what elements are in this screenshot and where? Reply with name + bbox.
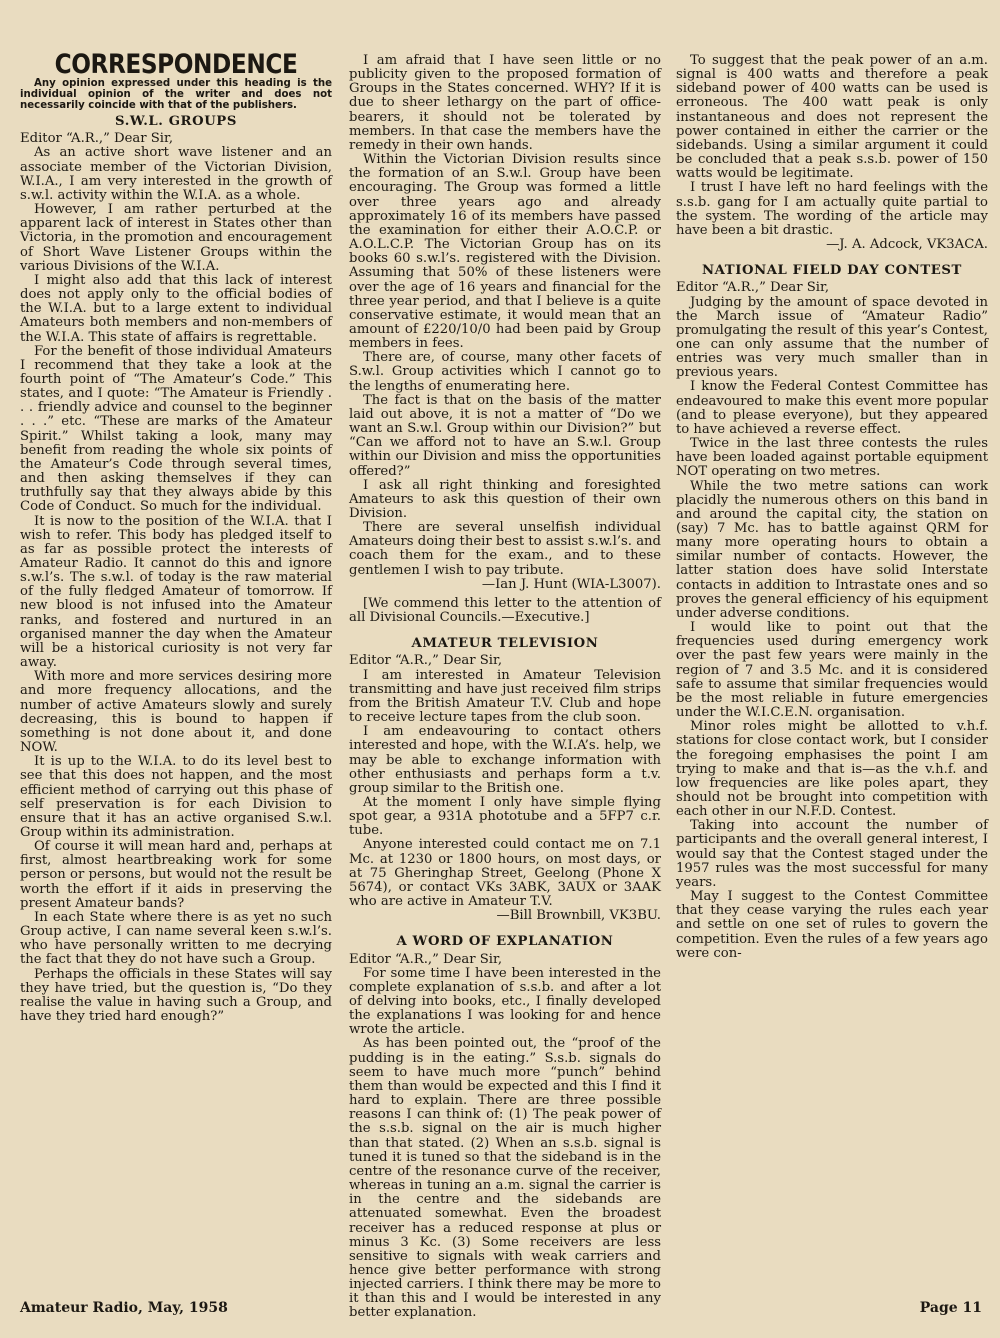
- swl-paragraph: With more and more services desiring more and more frequency allocations, and the number of active Amateurs slowly and surely decreasing, this is bound to happen if something is not done about it, and done NOW.: [20, 669, 332, 756]
- swl-paragraph: Within the Victorian Division results since the formation of an S.w.l. Group have been encouraging. The Group was formed a little over three years ago and already approximately 16 of its members have passed the examination for either their A.O.C.P. or A.O.L.C.P. The Victorian Group has on its books 60 s.w.l’s. registered with the Division. Assuming that 50% of these listeners were over the age of 16 years and financial for the three year period, and that I believe is a quite conservative estimate, it would mean that an amount of £220/10/0 had been paid by Group members in fees.: [349, 152, 661, 352]
- explanation-paragraph: As has been pointed out, the “proof of the pudding is in the eating.” S.s.b. signals do seem to have much more “punch” behind them than would be expected and this I find it hard to explain. There are three possible reasons I can think of: (1) The peak power of the s.s.b. signal on the air is much higher than that stated. (2) When an s.s.b. signal is tuned it is tuned so that the sideband is in the centre of the resonance curve of the receiver, whereas in tuning an a.m. signal the carrier is in the centre and the sidebands are attenuated somewhat. Even the broadest receiver has a reduced response at plus or minus 3 Kc. (3) Some receivers are less sensitive to signals with weak carriers and hence give better performance with strong injected carriers. I think there may be more to it than this and I would be interested in any better explanation.: [349, 1036, 661, 1321]
- explanation-signature: —J. A. Adcock, VK3ACA.: [826, 237, 988, 253]
- swl-paragraph: There are several unselfish individual Amateurs doing their best to assist s.w.l’s. and coach them for the exam., and to these gentlemen I wish to pay tribute.: [349, 520, 661, 578]
- swl-paragraph: There are, of course, many other facets of S.w.l. Group activities which I cannot go to the lengths of enumerating here.: [349, 350, 661, 394]
- tv-paragraph: I am interested in Amateur Television transmitting and have just received film strips from the British Amateur T.V. Club and hope to receive lecture tapes from the club soon.: [349, 667, 661, 726]
- tv-heading: AMATEUR TELEVISION: [411, 636, 599, 652]
- explanation-paragraph: For some time I have been interested in the complete explanation of s.s.b. and after a lot of delving into books, etc., I finally developed the explanations I was looking for and hence wrote the article.: [349, 965, 661, 1038]
- page-footer: [20, 1300, 982, 1326]
- swl-paragraph: It is now to the position of the W.I.A. that I wish to refer. This body has pledged itself to as far as possible protect the interests of Amateur Radio. It cannot do this and ignore s.w.l’s. The s.w.l. of today is the raw material of the fully fledged Amateur of tomorrow. If new blood is not infused into the Amateur ranks, and fostered and nurtured in an organised manner the day when the Amateur will be a historical curiosity is not very far away.: [20, 513, 332, 671]
- swl-paragraph: However, I am rather perturbed at the apparent lack of interest in States other than Victoria, in the promotion and encouragement of Short Wave Listener Groups within the various Divisions of the W.I.A.: [20, 202, 332, 274]
- nfd-paragraph: Twice in the last three contests the rules have been loaded against portable equipment NOT operating on two metres.: [676, 436, 988, 480]
- disclaimer: Any opinion expressed under this heading is the individual opinion of the writer and does not necessarily coincide with that of the publishers.: [20, 78, 332, 112]
- nfd-paragraph: Taking into account the number of participants and the overall general interest, I would say that the Contest staged under the 1957 rules was the most successful for many years.: [676, 818, 988, 890]
- swl-paragraph: It is up to the W.I.A. to do its level best to see that this does not happen, and the most efficient method of carrying out this phase of self preservation is for each Division to ensure that it has an active organised S.w.l. Group within its administration.: [20, 754, 332, 840]
- swl-paragraph: In each State where there is as yet no such Group active, I can name several keen s.w.l’s. who have personally written to me decrying the fact that they do not have such a Group.: [20, 909, 332, 968]
- swl-paragraph: I might also add that this lack of interest does not apply only to the official bodies of the W.I.A. but to a large extent to individual Amateurs both members and non-members of the W.I.A. This state of affairs is regrettable.: [20, 272, 332, 345]
- publication-info: Amateur Radio, May, 1958: [20, 1300, 228, 1316]
- swl-heading: S.W.L. GROUPS: [115, 114, 237, 130]
- explanation-paragraph: I trust I have left no hard feelings with the s.s.b. gang for I am actually quite partial to the system. The wording of the article may have been a bit drastic.: [676, 180, 988, 238]
- nfd-paragraph: While the two metre sations can work placidly the numerous others on this band in and around the capital city, the station on (say) 7 Mc. has to battle against QRM for many more operating hours to obtain a similar number of contacts. However, the latter station does have solid Interstate contacts in addition to Intrastate ones and so proves the general efficiency of his equipment under adverse conditions.: [676, 478, 988, 621]
- swl-paragraph: For the benefit of those individual Amateurs I recommend that they take a look at the fourth point of “The Amateur’s Code.” This states, and I quote: “The Amateur is Friendly . . . friendly advice and counsel to the beginner . . .” etc. “These are marks of the Amateur Spirit.” Whilst taking a look, many may benefit from reading the whole six points of the Amateur’s Code through several times, and then asking themselves if they can truthfully say that they always abide by this Code of Conduct. So much for the individual.: [20, 343, 332, 515]
- tv-paragraph: At the moment I only have simple flying spot gear, a 931A phototube and a 5FP7 c.r. tube.: [349, 794, 661, 839]
- nfd-paragraph: Minor roles might be allotted to v.h.f. stations for close contact work, but I consider the foregoing emphasises the point I am trying to make and that is—as the v.h.f. and low frequencies are like poles apart, they should not be brought into competition with each other in our N.F.D. Contest.: [676, 719, 988, 820]
- nfd-paragraph: Judging by the amount of space devoted in the March issue of “Amateur Radio” promulgating the result of this year’s Contest, one can only assume that the number of entries was very much smaller than in previous years.: [676, 294, 988, 381]
- nfd-paragraph: May I suggest to the Contest Committee that they cease varying the rules each year and settle on one set of rules to govern the competition. Even the rules of a few years ago were con-: [676, 889, 988, 961]
- section-masthead: CORRESPONDENCE: [54, 49, 298, 80]
- explanation-heading: A WORD OF EXPLANATION: [396, 934, 614, 950]
- swl-paragraph: I am afraid that I have seen little or no publicity given to the proposed formation of Groups in the States concerned. WHY? If it is due to sheer lethargy on the part of office-bearers, it should not be tolerated by members. In that case the members have the remedy in their own hands.: [349, 53, 661, 153]
- nfd-paragraph: I know the Federal Contest Committee has endeavoured to make this event more popular (and to please everyone), but they appeared to have achieved a reverse effect.: [676, 379, 988, 437]
- column-2: [349, 53, 661, 1321]
- tv-paragraph: I am endeavouring to contact others interested and hope, with the W.I.A’s. help, we may be able to exchange information with other enthusiasts and perhaps form a t.v. group similar to the British one.: [349, 724, 661, 796]
- swl-signature: —Ian J. Hunt (WIA-L3007).: [481, 576, 661, 592]
- explanation-paragraph: To suggest that the peak power of an a.m. signal is 400 watts and therefore a peak sideband power of 400 watts can be used is erroneous. The 400 watt peak is only instantaneous and does not represent the power contained in either the carrier or the sidebands. Using a similar argument it could be concluded that a peak s.s.b. power of 150 watts would be legitimate.: [676, 53, 988, 182]
- tv-signature: —Bill Brownbill, VK3BU.: [496, 908, 661, 924]
- swl-paragraph: I ask all right thinking and foresighted Amateurs to ask this question of their own Division.: [349, 477, 661, 521]
- nfd-paragraph: I would like to point out that the frequencies used during emergency work over the past few years were mainly in the region of 7 and 3.5 Mc. and it is considered safe to assume that similar frequencies would be the most reliable in future emergencies under the W.I.C.E.N. organisation.: [676, 620, 988, 721]
- nfd-salutation: Editor “A.R.,” Dear Sir,: [676, 280, 830, 296]
- explanation-salutation: Editor “A.R.,” Dear Sir,: [349, 951, 503, 967]
- column-3: [676, 54, 988, 1299]
- swl-paragraph: Perhaps the officials in these States will say they have tried, but the question is, “Do they realise the value in having such a Group, and have they tried hard enough?”: [20, 966, 332, 1024]
- editor-note: [We commend this letter to the attention of all Divisional Councils.—Executive.]: [349, 595, 661, 626]
- nfd-heading: NATIONAL FIELD DAY CONTEST: [702, 263, 962, 279]
- swl-paragraph: As an active short wave listener and an associate member of the Victorian Division, W.I.A., I am very interested in the growth of s.w.l. activity within the W.I.A. as a whole.: [20, 145, 332, 203]
- tv-salutation: Editor “A.R.,” Dear Sir,: [349, 653, 503, 669]
- tv-paragraph: Anyone interested could contact me on 7.1 Mc. at 1230 or 1800 hours, on most days, or at 75 Gheringhap Street, Geelong (Phone X 5674), or contact VKs 3ABK, 3AUX or 3AAK who are active in Amateur T.V.: [349, 837, 661, 910]
- swl-salutation: Editor “A.R.,” Dear Sir,: [20, 131, 174, 147]
- page-number: Page 11: [919, 1300, 982, 1316]
- swl-paragraph: The fact is that on the basis of the matter laid out above, it is not a matter of “Do we want an S.w.l. Group within our Division?” but “Can we afford not to have an S.w.l. Group within our Division and miss the opportunities offered?”: [349, 392, 661, 479]
- column-1: [20, 49, 332, 1301]
- swl-paragraph: Of course it will mean hard and, perhaps at first, almost heartbreaking work for some person or persons, but would not the result be worth the effort if it aids in preserving the present Amateur bands?: [20, 839, 332, 911]
